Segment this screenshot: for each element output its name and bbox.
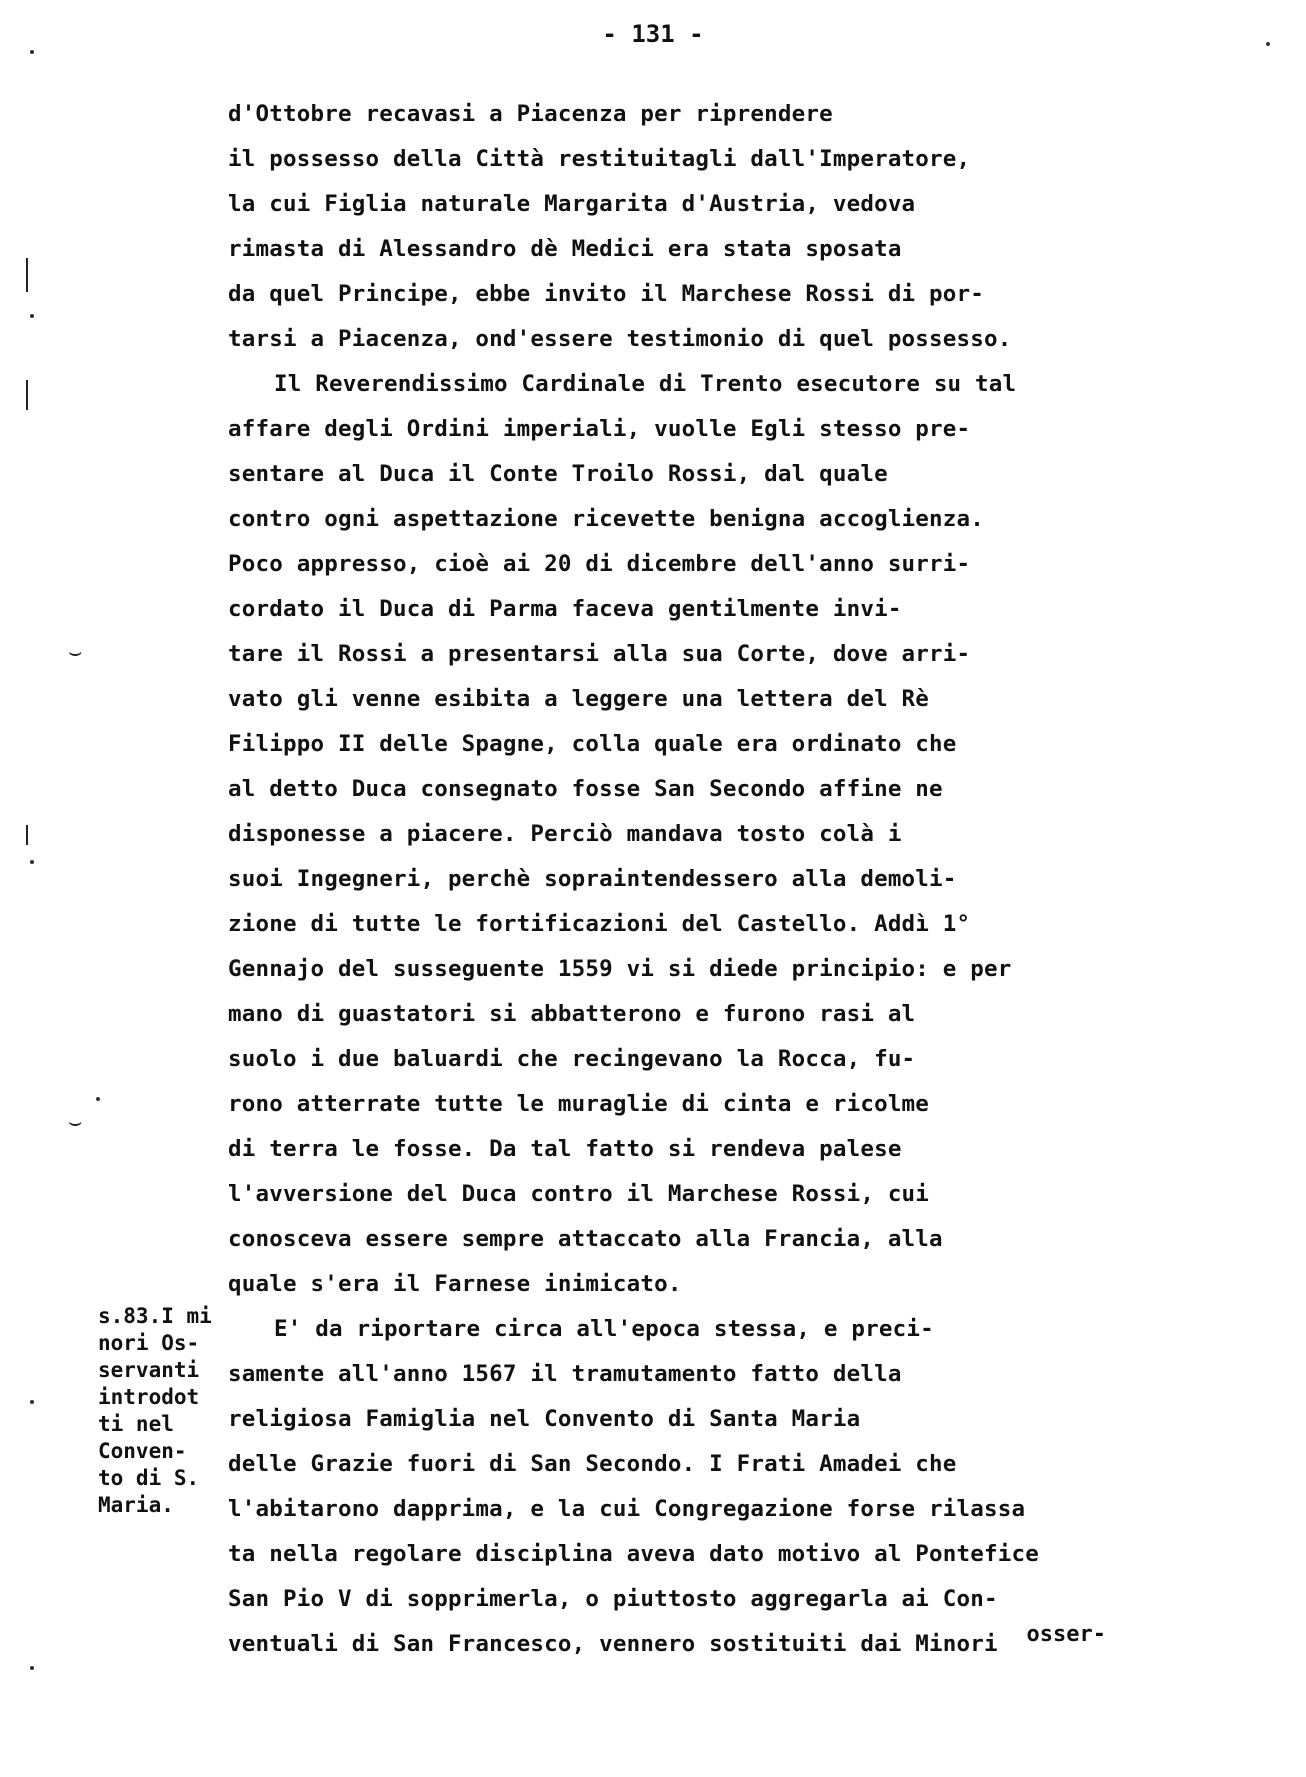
text-line: ventuali di San Francesco, vennero sostituiti dai Minori	[228, 1631, 998, 1657]
text-line: quale s'era il Farnese inimicato.	[228, 1271, 682, 1297]
scan-dot	[30, 50, 34, 54]
text-line: Filippo II delle Spagne, colla quale era ordinato che	[228, 731, 957, 757]
text-line: la cui Figlia naturale Margarita d'Austria, vedova	[228, 191, 916, 217]
text-line: disponesse a piacere. Perciò mandava tosto colà i	[228, 821, 902, 847]
text-line: suoi Ingegneri, perchè sopraintendessero alla demoli-	[228, 866, 957, 892]
text-line: da quel Principe, ebbe invito il Marchese Rossi di por-	[228, 281, 985, 307]
main-text-block	[228, 92, 1228, 1667]
text-line: zione di tutte le fortificazioni del Castello. Addì 1°	[228, 911, 971, 937]
margin-note-line: servanti	[98, 1358, 200, 1382]
text-line: tarsi a Piacenza, ond'essere testimonio di quel possesso.	[228, 326, 1012, 352]
scan-dot	[30, 314, 34, 318]
text-line: mano di guastatori si abbatterono e furono rasi al	[228, 1001, 916, 1027]
text-line: rono atterrate tutte le muraglie di cinta e ricolme	[228, 1091, 930, 1117]
text-line: samente all'anno 1567 il tramutamento fatto della	[228, 1361, 902, 1387]
text-line: cordato il Duca di Parma faceva gentilmente invi-	[228, 596, 902, 622]
text-line: rimasta di Alessandro dè Medici era stata sposata	[228, 236, 902, 262]
text-line: Il Reverendissimo Cardinale di Trento esecutore su tal	[274, 371, 1017, 397]
text-line: contro ogni aspettazione ricevette benigna accoglienza.	[228, 506, 985, 532]
margin-note-line: nori Os-	[98, 1331, 200, 1355]
left-edge-mark	[26, 258, 28, 292]
text-line: delle Grazie fuori di San Secondo. I Frati Amadei che	[228, 1451, 957, 1477]
scan-curl-mark: ⌣	[68, 1110, 83, 1135]
scan-dot	[30, 860, 34, 864]
text-line: al detto Duca consegnato fosse San Secondo affine ne	[228, 776, 943, 802]
text-line: conosceva essere sempre attaccato alla Francia, alla	[228, 1226, 943, 1252]
scan-dot	[30, 1400, 34, 1404]
scan-curl-mark: ⌣	[68, 640, 83, 665]
margin-note-line: to di S.	[98, 1466, 200, 1490]
catchword: osser-	[1026, 1622, 1106, 1647]
margin-note-line: ti nel	[98, 1412, 174, 1436]
text-line: l'abitarono dapprima, e la cui Congregazione forse rilassa	[228, 1496, 1026, 1522]
text-line: sentare al Duca il Conte Troilo Rossi, dal quale	[228, 461, 888, 487]
text-line: tare il Rossi a presentarsi alla sua Corte, dove arri-	[228, 641, 971, 667]
text-line: di terra le fosse. Da tal fatto si rendeva palese	[228, 1136, 902, 1162]
text-line: d'Ottobre recavasi a Piacenza per riprendere	[228, 101, 833, 127]
text-line: Gennajo del susseguente 1559 vi si diede principio: e per	[228, 956, 1012, 982]
text-line: il possesso della Città restituitagli dall'Imperatore,	[228, 146, 971, 172]
scan-dot	[30, 1666, 34, 1670]
text-line: E' da riportare circa all'epoca stessa, e preci-	[274, 1316, 934, 1342]
left-edge-mark	[26, 380, 28, 410]
text-line: religiosa Famiglia nel Convento di Santa Maria	[228, 1406, 861, 1432]
text-line: Poco appresso, cioè ai 20 di dicembre dell'anno surri-	[228, 551, 971, 577]
text-line: suolo i due baluardi che recingevano la Rocca, fu-	[228, 1046, 916, 1072]
scan-dot	[96, 1097, 100, 1101]
margin-note-line: Maria.	[98, 1493, 174, 1517]
text-line: affare degli Ordini imperiali, vuolle Egli stesso pre-	[228, 416, 971, 442]
page-number: - 131 -	[602, 20, 704, 48]
margin-note-line: introdot	[98, 1385, 200, 1409]
margin-note-line: s.83.I mi	[98, 1304, 212, 1328]
text-line: ta nella regolare disciplina aveva dato motivo al Pontefice	[228, 1541, 1040, 1567]
margin-note-line: Conven-	[98, 1439, 187, 1463]
left-edge-mark	[26, 825, 28, 845]
text-line: San Pio V di sopprimerla, o piuttosto aggregarla ai Con-	[228, 1586, 998, 1612]
scan-dot	[1266, 42, 1270, 46]
text-line: vato gli venne esibita a leggere una lettera del Rè	[228, 686, 930, 712]
margin-note	[98, 1303, 228, 1519]
text-line: l'avversione del Duca contro il Marchese Rossi, cui	[228, 1181, 930, 1207]
